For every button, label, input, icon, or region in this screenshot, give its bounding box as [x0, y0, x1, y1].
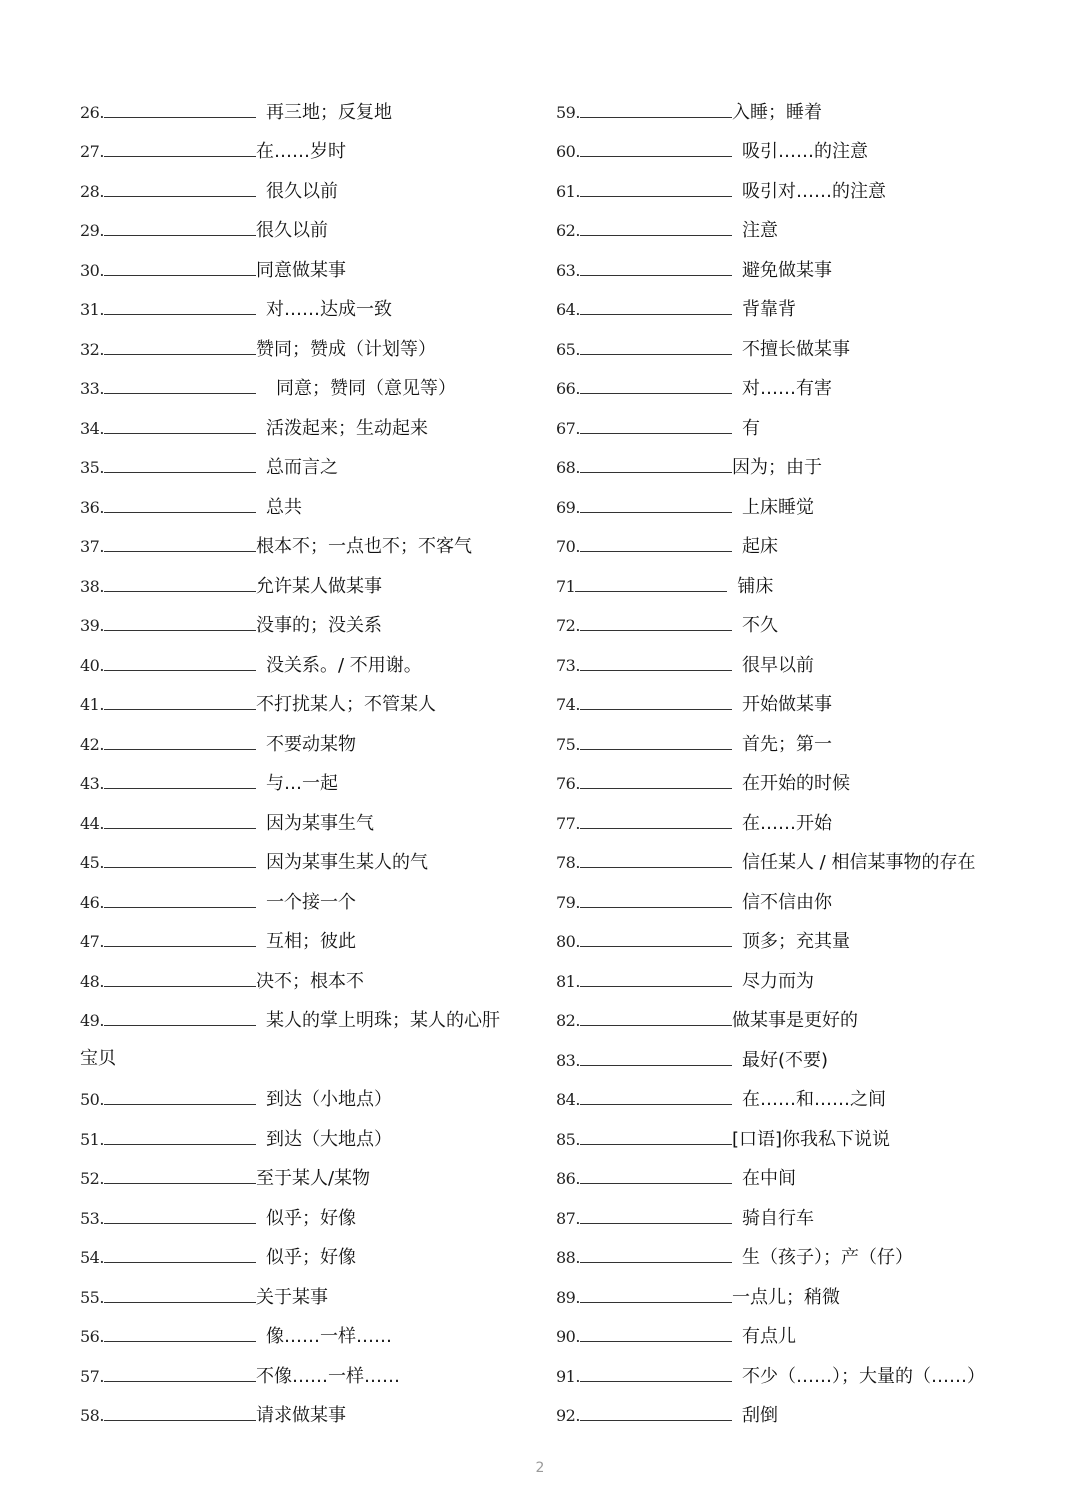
vocab-item	[80, 1070, 540, 1110]
item-number: 48.	[80, 971, 104, 991]
item-meaning: 在……和……之间	[741, 1089, 886, 1110]
item-number: 87.	[556, 1208, 580, 1228]
answer-blank[interactable]	[580, 787, 732, 789]
answer-blank[interactable]	[580, 985, 732, 987]
answer-blank[interactable]	[104, 748, 256, 750]
vocab-item	[556, 1149, 1026, 1189]
vocab-item	[556, 1109, 1026, 1149]
answer-blank[interactable]	[580, 748, 732, 750]
vocab-item	[556, 240, 1026, 280]
answer-blank[interactable]	[575, 590, 727, 592]
vocab-item	[80, 872, 540, 912]
vocab-item	[80, 754, 540, 794]
item-meaning: 活泼起来；生动起来	[265, 417, 428, 439]
item-meaning: 有点儿	[741, 1326, 796, 1347]
item-number: 55.	[80, 1287, 104, 1307]
vocab-item	[556, 398, 1026, 438]
item-number: 85.	[556, 1129, 580, 1149]
item-number: 58.	[80, 1406, 104, 1425]
item-number: 26.	[80, 102, 104, 122]
item-meaning: 因为某事生气	[265, 812, 374, 834]
item-number: 91.	[556, 1366, 580, 1386]
item-number: 77.	[556, 813, 580, 833]
vocab-item	[556, 438, 1026, 478]
vocab-item	[80, 82, 540, 122]
item-number: 56.	[80, 1327, 104, 1346]
item-meaning: 一个接一个	[265, 891, 356, 913]
item-meaning: 开始做某事	[741, 694, 832, 715]
item-meaning: 避免做某事	[741, 259, 832, 281]
answer-blank[interactable]	[104, 708, 256, 710]
vocab-item	[80, 912, 540, 952]
vocab-item	[80, 477, 540, 517]
vocab-item	[556, 161, 1026, 201]
item-meaning: 关于某事	[255, 1286, 328, 1308]
answer-blank[interactable]	[580, 629, 732, 631]
vocab-item	[80, 1228, 540, 1268]
item-number: 72.	[556, 616, 580, 635]
item-meaning: 背靠背	[741, 299, 796, 320]
vocab-item	[556, 319, 1026, 359]
vocab-item	[80, 991, 540, 1031]
answer-blank[interactable]	[104, 1380, 256, 1382]
item-meaning: 请求做某事	[255, 1405, 346, 1426]
answer-blank[interactable]	[104, 313, 256, 315]
answer-blank[interactable]	[580, 1380, 732, 1382]
item-meaning: 没关系。/ 不用谢。	[265, 654, 422, 676]
answer-blank[interactable]	[104, 274, 256, 276]
vocab-item	[556, 833, 1026, 873]
answer-blank[interactable]	[104, 1103, 256, 1105]
continuation-line	[80, 1030, 540, 1070]
item-number: 41.	[80, 695, 104, 714]
item-number: 46.	[80, 892, 104, 912]
vocab-item	[80, 161, 540, 201]
item-meaning: 决不；根本不	[255, 970, 364, 992]
item-number: 42.	[80, 734, 104, 754]
item-meaning: 生（孩子）；产（仔）	[741, 1247, 913, 1268]
item-number: 78.	[556, 853, 580, 872]
item-meaning: 对……达成一致	[265, 299, 392, 320]
answer-blank[interactable]	[104, 195, 256, 197]
item-number: 66.	[556, 379, 580, 398]
vocab-item	[80, 201, 540, 241]
answer-blank[interactable]	[580, 1143, 732, 1145]
vocab-item	[80, 122, 540, 162]
answer-blank[interactable]	[104, 1143, 256, 1145]
vocab-item	[556, 1188, 1026, 1228]
vocab-item	[556, 1070, 1026, 1110]
vocab-item	[80, 675, 540, 715]
vocab-item	[80, 240, 540, 280]
item-number: 49.	[80, 1011, 104, 1030]
item-meaning: 根本不；一点也不；不客气	[255, 536, 472, 557]
item-meaning: 信不信由你	[741, 891, 832, 913]
item-meaning: [口语]你我私下说说	[731, 1128, 890, 1150]
item-number: 70.	[556, 537, 580, 556]
item-number: 80.	[556, 932, 580, 951]
vocab-item	[556, 951, 1026, 991]
item-number: 74.	[556, 695, 580, 714]
vocab-item	[556, 122, 1026, 162]
answer-blank[interactable]	[104, 1222, 256, 1224]
answer-blank[interactable]	[104, 234, 256, 236]
item-number: 57.	[80, 1366, 104, 1386]
item-number: 83.	[556, 1050, 580, 1070]
item-number: 89.	[556, 1287, 580, 1307]
item-number: 51.	[80, 1129, 104, 1149]
item-meaning: 像……一样……	[265, 1326, 392, 1347]
vocab-item	[556, 1030, 1026, 1070]
answer-blank[interactable]	[580, 1024, 732, 1026]
vocab-item	[80, 1109, 540, 1149]
item-meaning: 入睡；睡着	[731, 101, 822, 123]
item-meaning: 注意	[741, 220, 778, 241]
vocab-item	[80, 398, 540, 438]
item-meaning: 首先；第一	[741, 733, 832, 755]
answer-blank[interactable]	[104, 590, 256, 592]
vocab-item	[556, 793, 1026, 833]
answer-blank[interactable]	[104, 787, 256, 789]
answer-blank[interactable]	[580, 1222, 732, 1224]
item-number: 61.	[556, 181, 580, 201]
answer-blank[interactable]	[104, 906, 256, 908]
vocab-item	[556, 991, 1026, 1031]
vocab-item	[556, 477, 1026, 517]
item-meaning: 互相；彼此	[265, 931, 356, 952]
item-number: 82.	[556, 1011, 580, 1030]
item-meaning: 似乎；好像	[265, 1207, 356, 1229]
item-meaning: 到达（大地点）	[265, 1128, 392, 1150]
item-meaning: 因为；由于	[731, 457, 822, 478]
answer-blank[interactable]	[580, 1103, 732, 1105]
answer-blank[interactable]	[104, 1301, 256, 1303]
item-number: 50.	[80, 1090, 104, 1109]
vocab-item	[80, 359, 540, 399]
item-meaning: 有	[741, 417, 760, 439]
item-number: 43.	[80, 774, 104, 793]
item-number: 73.	[556, 655, 580, 675]
item-meaning: 不久	[741, 615, 778, 636]
answer-blank[interactable]	[104, 1340, 256, 1342]
item-meaning: 铺床	[737, 575, 774, 597]
item-number: 33.	[80, 379, 104, 398]
item-meaning: 赞同；赞成（计划等）	[255, 338, 436, 360]
item-meaning: 允许某人做某事	[255, 575, 382, 597]
item-number: 40.	[80, 655, 104, 675]
item-number: 30.	[80, 260, 104, 280]
vocab-item	[80, 1386, 540, 1426]
item-meaning: 起床	[741, 536, 778, 557]
vocab-item	[80, 1267, 540, 1307]
vocab-item	[556, 280, 1026, 320]
vocab-item	[556, 1346, 1026, 1386]
item-meaning: 一点儿；稍微	[731, 1286, 840, 1308]
item-meaning: 与…一起	[265, 773, 338, 794]
item-number: 65.	[556, 339, 580, 359]
answer-blank[interactable]	[104, 550, 256, 552]
item-number: 39.	[80, 616, 104, 635]
vocab-item	[556, 359, 1026, 399]
item-meaning: 吸引对……的注意	[741, 180, 886, 202]
item-number: 44.	[80, 813, 104, 833]
item-meaning: 不像……一样……	[255, 1365, 400, 1387]
vocab-item	[556, 82, 1026, 122]
item-number: 81.	[556, 971, 580, 991]
answer-blank[interactable]	[104, 155, 256, 157]
item-number: 67.	[556, 418, 580, 438]
item-number: 28.	[80, 181, 104, 201]
vocab-item	[556, 1386, 1026, 1426]
vocab-item	[80, 833, 540, 873]
item-number: 90.	[556, 1327, 580, 1346]
answer-blank[interactable]	[104, 1182, 256, 1184]
item-meaning: 很久以前	[255, 220, 328, 241]
vocab-item	[80, 1149, 540, 1189]
vocab-item	[80, 793, 540, 833]
answer-blank[interactable]	[580, 1182, 732, 1184]
item-meaning: 没事的；没关系	[255, 615, 382, 636]
answer-blank[interactable]	[580, 116, 732, 118]
left-column	[80, 82, 540, 1425]
item-meaning: 在中间	[741, 1168, 796, 1189]
item-number: 34.	[80, 418, 104, 438]
vocab-item	[80, 596, 540, 636]
vocab-item	[556, 714, 1026, 754]
item-number: 54.	[80, 1248, 104, 1267]
vocab-item	[80, 714, 540, 754]
answer-blank[interactable]	[580, 708, 732, 710]
item-number: 53.	[80, 1208, 104, 1228]
item-meaning: 同意；赞同（意见等）	[275, 378, 456, 399]
item-number: 29.	[80, 221, 104, 240]
vocab-item	[556, 635, 1026, 675]
answer-blank[interactable]	[580, 195, 732, 197]
answer-blank[interactable]	[104, 116, 256, 118]
item-number: 79.	[556, 892, 580, 912]
answer-blank[interactable]	[104, 866, 256, 868]
vocab-item	[80, 635, 540, 675]
vocab-item	[80, 951, 540, 991]
answer-blank[interactable]	[104, 985, 256, 987]
item-number: 59.	[556, 102, 580, 122]
answer-blank[interactable]	[580, 234, 732, 236]
item-meaning: 最好(不要)	[741, 1049, 828, 1071]
answer-blank[interactable]	[104, 1261, 256, 1263]
item-number: 64.	[556, 300, 580, 319]
item-number: 32.	[80, 339, 104, 359]
answer-blank[interactable]	[104, 511, 256, 513]
item-number: 38.	[80, 576, 104, 596]
vocab-item	[556, 556, 1026, 596]
item-meaning: 做某事是更好的	[731, 1010, 858, 1031]
item-meaning: 因为某事生某人的气	[265, 852, 428, 873]
answer-blank[interactable]	[104, 827, 256, 829]
answer-blank[interactable]	[580, 906, 732, 908]
item-number: 63.	[556, 260, 580, 280]
item-meaning: 到达（小地点）	[265, 1089, 392, 1110]
answer-blank[interactable]	[580, 866, 732, 868]
answer-blank[interactable]	[580, 313, 732, 315]
item-meaning: 再三地；反复地	[265, 101, 392, 123]
item-number: 75.	[556, 734, 580, 754]
answer-blank[interactable]	[580, 155, 732, 157]
answer-blank[interactable]	[580, 1261, 732, 1263]
answer-blank[interactable]	[580, 1064, 732, 1066]
right-column	[556, 82, 1026, 1425]
item-meaning: 刮倒	[741, 1405, 778, 1426]
vocab-item	[556, 201, 1026, 241]
answer-blank[interactable]	[104, 1024, 256, 1026]
answer-blank[interactable]	[580, 1340, 732, 1342]
answer-blank[interactable]	[104, 392, 256, 394]
item-number: 86.	[556, 1169, 580, 1188]
item-number: 52.	[80, 1169, 104, 1188]
item-number: 36.	[80, 497, 104, 517]
item-meaning: 不少（……）；大量的（……）	[741, 1365, 985, 1387]
item-number: 68.	[556, 458, 580, 477]
item-meaning: 很久以前	[265, 180, 338, 202]
answer-blank[interactable]	[580, 550, 732, 552]
item-meaning: 不打扰某人；不管某人	[255, 694, 436, 715]
item-meaning: 骑自行车	[741, 1207, 814, 1229]
item-number: 60.	[556, 142, 580, 161]
answer-blank[interactable]	[580, 353, 732, 355]
item-meaning: 信任某人 / 相信某事物的存在	[741, 852, 976, 873]
answer-blank[interactable]	[580, 1301, 732, 1303]
item-number: 62.	[556, 221, 580, 240]
answer-blank[interactable]	[580, 432, 732, 434]
item-meaning: 在开始的时候	[741, 773, 850, 794]
answer-blank[interactable]	[104, 353, 256, 355]
item-meaning: 不要动某物	[265, 733, 356, 755]
vocab-item	[80, 517, 540, 557]
item-number: 35.	[80, 458, 104, 477]
item-meaning: 上床睡觉	[741, 496, 814, 518]
vocab-item	[556, 872, 1026, 912]
vocab-item	[80, 319, 540, 359]
item-number: 71	[556, 576, 576, 596]
item-meaning: 在……岁时	[255, 141, 346, 162]
meaning-continuation: 宝贝	[80, 1047, 116, 1069]
item-meaning: 总共	[265, 496, 302, 518]
answer-blank[interactable]	[580, 1419, 732, 1421]
vocab-item	[80, 556, 540, 596]
vocab-item	[80, 280, 540, 320]
vocab-item	[556, 1267, 1026, 1307]
item-meaning: 对……有害	[741, 378, 832, 399]
item-number: 69.	[556, 497, 580, 517]
answer-blank[interactable]	[580, 669, 732, 671]
answer-blank[interactable]	[104, 629, 256, 631]
vocab-item	[556, 1307, 1026, 1347]
answer-blank[interactable]	[580, 471, 732, 473]
item-number: 47.	[80, 932, 104, 951]
vocab-item	[80, 1188, 540, 1228]
answer-blank[interactable]	[104, 1419, 256, 1421]
answer-blank[interactable]	[580, 827, 732, 829]
item-number: 92.	[556, 1406, 580, 1425]
answer-blank[interactable]	[580, 511, 732, 513]
vocab-item	[556, 596, 1026, 636]
answer-blank[interactable]	[104, 945, 256, 947]
answer-blank[interactable]	[580, 945, 732, 947]
answer-blank[interactable]	[104, 669, 256, 671]
item-meaning: 同意做某事	[255, 259, 346, 281]
vocab-item	[80, 1307, 540, 1347]
item-meaning: 吸引……的注意	[741, 141, 868, 162]
item-number: 76.	[556, 774, 580, 793]
item-number: 45.	[80, 853, 104, 872]
vocab-item	[80, 1346, 540, 1386]
answer-blank[interactable]	[580, 392, 732, 394]
item-number: 27.	[80, 142, 104, 161]
item-meaning: 总而言之	[265, 457, 338, 478]
item-number: 31.	[80, 300, 104, 319]
vocab-item	[556, 517, 1026, 557]
item-meaning: 在……开始	[741, 812, 832, 834]
item-meaning: 某人的掌上明珠；某人的心肝	[265, 1010, 500, 1031]
vocab-item	[556, 1228, 1026, 1268]
answer-blank[interactable]	[104, 471, 256, 473]
item-meaning: 至于某人/某物	[255, 1168, 371, 1189]
item-meaning: 不擅长做某事	[741, 338, 850, 360]
answer-blank[interactable]	[104, 432, 256, 434]
page-number: 2	[535, 1460, 545, 1476]
vocab-item	[556, 675, 1026, 715]
item-meaning: 很早以前	[741, 654, 814, 676]
item-meaning: 尽力而为	[741, 970, 814, 992]
vocab-item	[556, 754, 1026, 794]
item-meaning: 似乎；好像	[265, 1247, 356, 1268]
vocab-item	[80, 438, 540, 478]
item-number: 37.	[80, 537, 104, 556]
answer-blank[interactable]	[580, 274, 732, 276]
item-number: 88.	[556, 1248, 580, 1267]
item-meaning: 顶多；充其量	[741, 931, 850, 952]
item-number: 84.	[556, 1090, 580, 1109]
vocab-item	[556, 912, 1026, 952]
